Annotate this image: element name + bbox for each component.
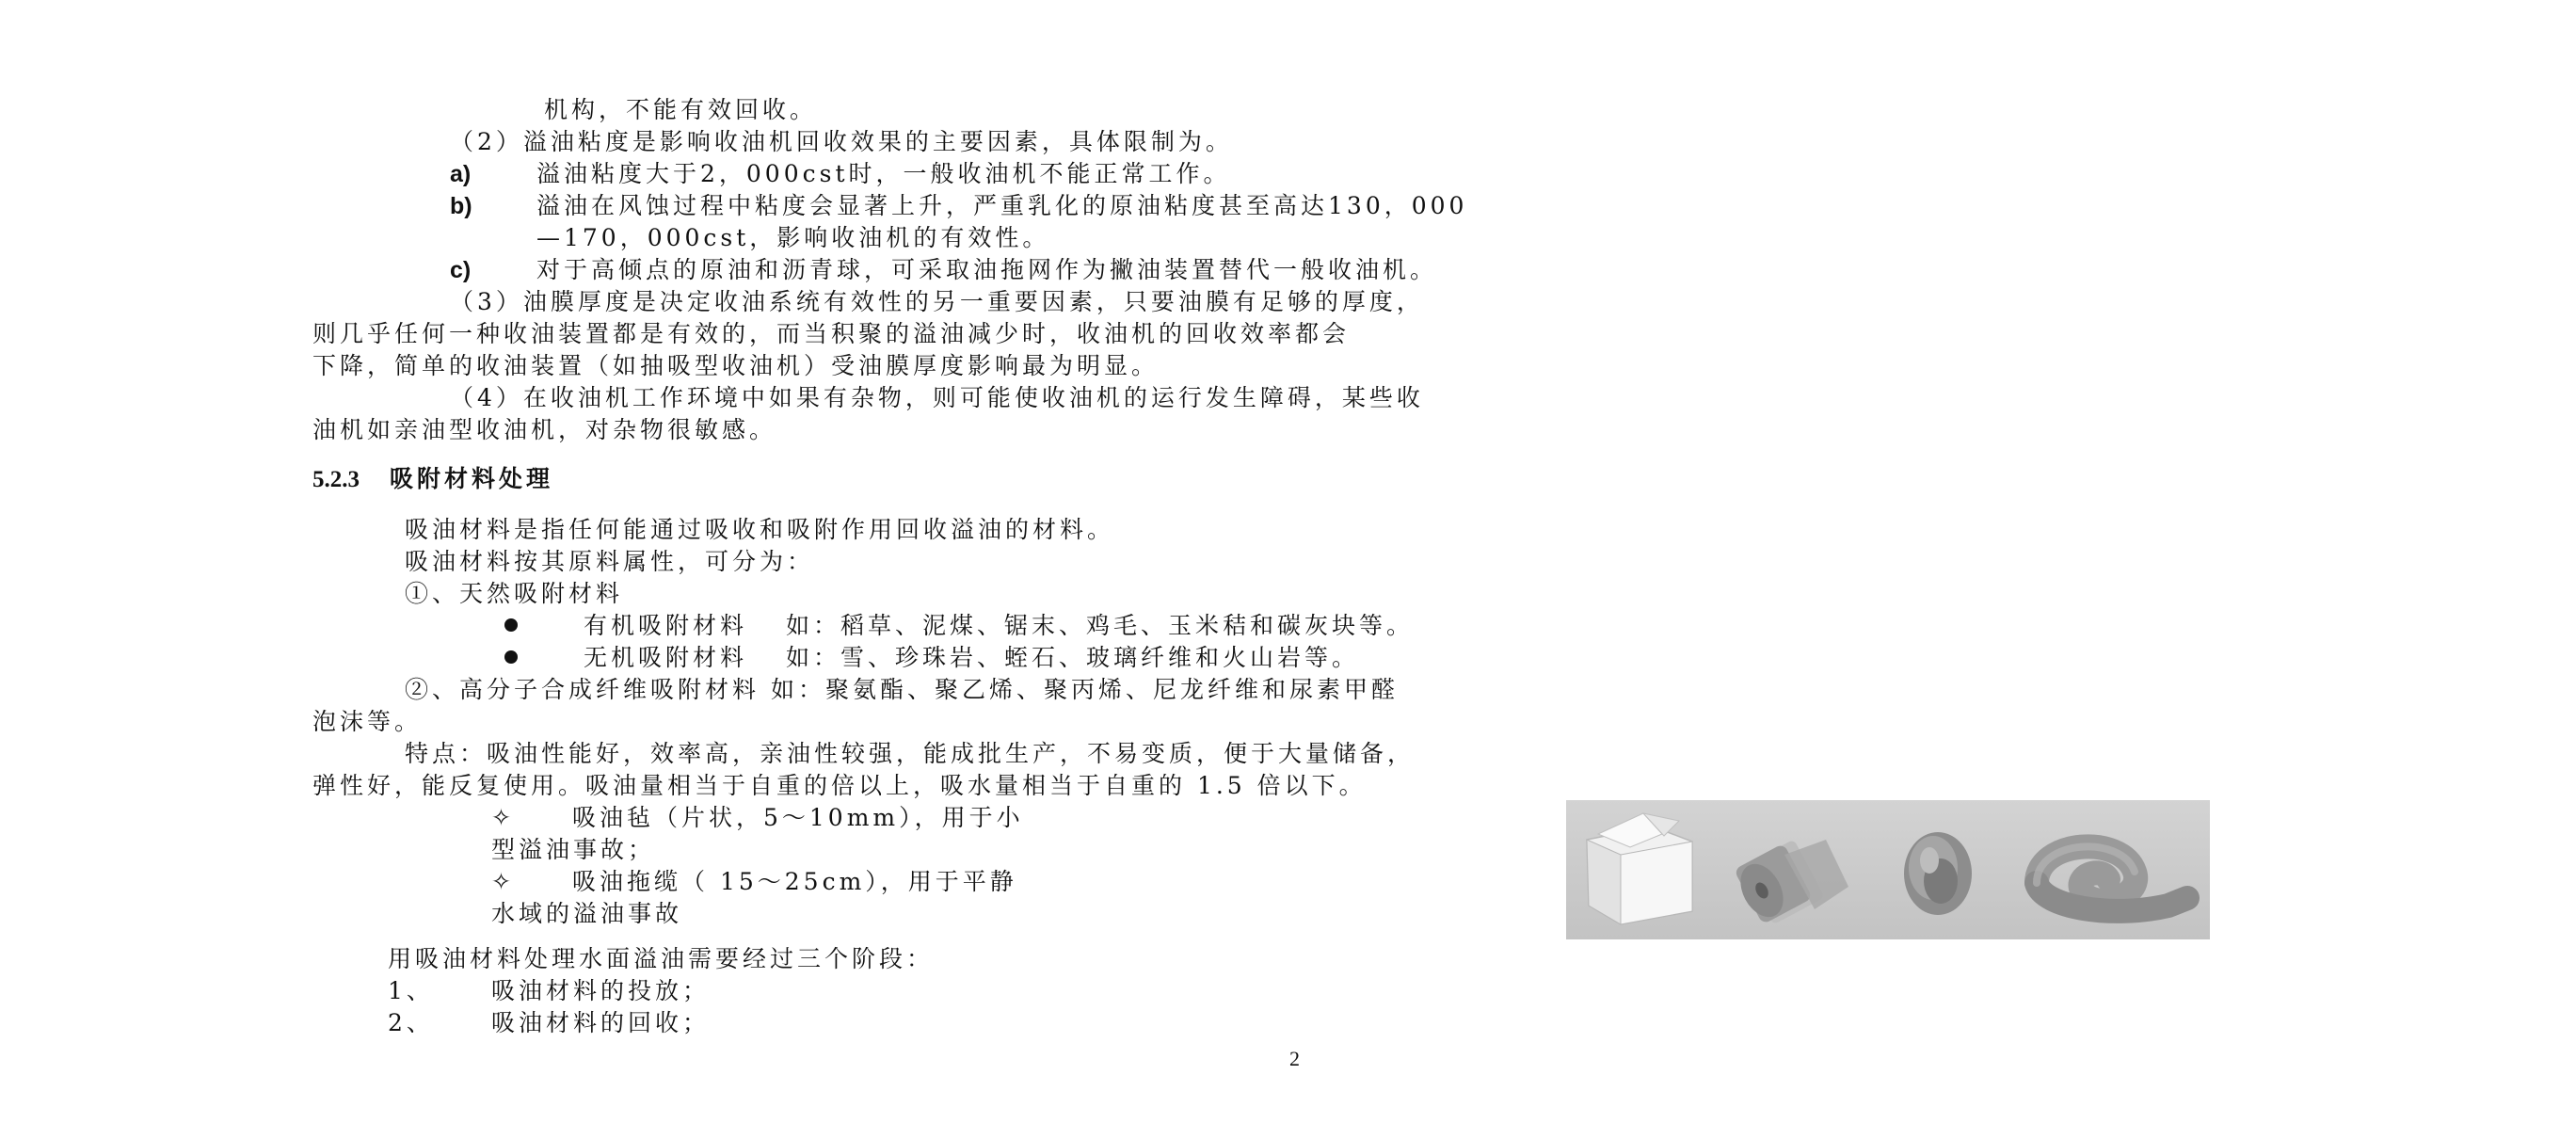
line-text: 特点：吸油性能好，效率高，亲油性较强，能成批生产，不易变质，便于大量储备， bbox=[405, 740, 1416, 767]
text-line bbox=[450, 126, 1233, 158]
line-text: 油机如亲油型收油机，对杂物很敏感。 bbox=[312, 416, 777, 443]
line-text: 用吸油材料处理水面溢油需要经过三个阶段： bbox=[388, 945, 935, 972]
diamond-item bbox=[491, 866, 1017, 898]
text-line bbox=[312, 414, 776, 446]
line-text: （4）在收油机工作环境中如果有杂物，则可能使收油机的运行发生障碍，某些收 bbox=[450, 384, 1424, 411]
list-marker: b) bbox=[450, 193, 472, 219]
line-text: 有机吸附材料 如：稻草、泥煤、锯末、鸡毛、玉米秸和碳灰块等。 bbox=[584, 612, 1414, 639]
line-text: 吸油材料按其原料属性，可分为： bbox=[405, 548, 815, 575]
line-text: 型溢油事故； bbox=[491, 836, 656, 863]
list-item-b bbox=[450, 190, 1467, 222]
line-text: ②、高分子合成纤维吸附材料 如：聚氨酯、聚乙烯、聚丙烯、尼龙纤维和尿素甲醛 bbox=[405, 676, 1399, 703]
line-text: （3）油膜厚度是决定收油系统有效性的另一重要因素，只要油膜有足够的厚度， bbox=[450, 288, 1424, 315]
section-number: 5.2.3 bbox=[312, 467, 360, 492]
text-line bbox=[536, 222, 1049, 254]
absorbent-materials-illustration bbox=[1566, 800, 2210, 939]
text-line bbox=[491, 834, 655, 866]
step-number: 1、 bbox=[388, 977, 434, 1004]
absorbent-boom-coil-shape bbox=[2037, 846, 2187, 911]
line-text: 吸油拖缆（ 15～25cm），用于平静 bbox=[572, 868, 1017, 895]
line-text: —170，000cst，影响收油机的有效性。 bbox=[536, 224, 1050, 251]
text-line bbox=[405, 578, 623, 610]
line-text: 吸油材料是指任何能通过吸收和吸附作用回收溢油的材料。 bbox=[405, 516, 1115, 543]
absorbent-materials-photo bbox=[1566, 800, 2210, 939]
step-item bbox=[388, 975, 710, 1007]
list-item-a bbox=[450, 158, 1231, 190]
line-text: 吸油材料的投放； bbox=[491, 977, 711, 1004]
text-line bbox=[312, 770, 1367, 802]
absorbent-pad-shape bbox=[1587, 813, 1692, 924]
line-text: （2）溢油粘度是影响收油机回收效果的主要因素，具体限制为。 bbox=[450, 128, 1233, 155]
list-marker: a) bbox=[450, 161, 472, 187]
diamond-icon: ✧ bbox=[491, 868, 511, 895]
page-number: 2 bbox=[1289, 1047, 1300, 1070]
line-text: 水域的溢油事故 bbox=[491, 900, 683, 927]
diamond-item bbox=[491, 802, 1024, 834]
line-text: 对于高倾点的原油和沥青球，可采取油拖网作为撇油装置替代一般收油机。 bbox=[536, 256, 1438, 283]
diamond-icon: ✧ bbox=[491, 804, 511, 831]
absorbent-roll-shape bbox=[1732, 840, 1848, 925]
absorbent-fiber-bundle-shape bbox=[1904, 832, 1972, 915]
line-text: 下降，简单的收油装置（如抽吸型收油机）受油膜厚度影响最为明显。 bbox=[312, 352, 1160, 379]
section-title: 吸附材料处理 bbox=[390, 465, 554, 492]
line-text: 溢油在风蚀过程中粘度会显著上升，严重乳化的原油粘度甚至高达130，000 bbox=[536, 192, 1468, 219]
text-line bbox=[491, 898, 682, 930]
text-line bbox=[450, 286, 1424, 318]
text-line bbox=[388, 943, 934, 975]
text-line bbox=[450, 382, 1424, 414]
line-text: 机构，不能有效回收。 bbox=[544, 96, 818, 123]
step-number: 2、 bbox=[388, 1009, 434, 1036]
text-line bbox=[312, 706, 422, 738]
section-heading bbox=[312, 463, 553, 496]
text-line bbox=[405, 674, 1399, 706]
line-text: 泡沫等。 bbox=[312, 708, 423, 735]
line-text: 弹性好，能反复使用。吸油量相当于自重的倍以上，吸水量相当于自重的 1.5 倍以下。 bbox=[312, 772, 1367, 799]
text-line bbox=[312, 350, 1159, 382]
text-line bbox=[405, 738, 1415, 770]
list-marker: c) bbox=[450, 257, 472, 283]
bullet-item bbox=[504, 610, 1414, 642]
line-text: 无机吸附材料 如：雪、珍珠岩、蛭石、玻璃纤维和火山岩等。 bbox=[584, 644, 1359, 671]
text-line bbox=[312, 318, 1350, 350]
text-line bbox=[544, 94, 817, 126]
list-item-c bbox=[450, 254, 1437, 286]
line-text: 吸油毡（片状，5～10mm），用于小 bbox=[572, 804, 1024, 831]
bullet-item bbox=[504, 642, 1359, 674]
text-line bbox=[405, 514, 1114, 546]
text-line bbox=[405, 546, 814, 578]
line-text: 则几乎任何一种收油装置都是有效的，而当积聚的溢油减少时，收油机的回收效率都会 bbox=[312, 320, 1351, 347]
bullet-icon bbox=[504, 650, 518, 664]
bullet-icon bbox=[504, 618, 518, 632]
line-text: ①、天然吸附材料 bbox=[405, 580, 624, 607]
line-text: 溢油粘度大于2，000cst时，一般收油机不能正常工作。 bbox=[536, 160, 1231, 187]
step-item bbox=[388, 1007, 710, 1039]
line-text: 吸油材料的回收； bbox=[491, 1009, 711, 1036]
